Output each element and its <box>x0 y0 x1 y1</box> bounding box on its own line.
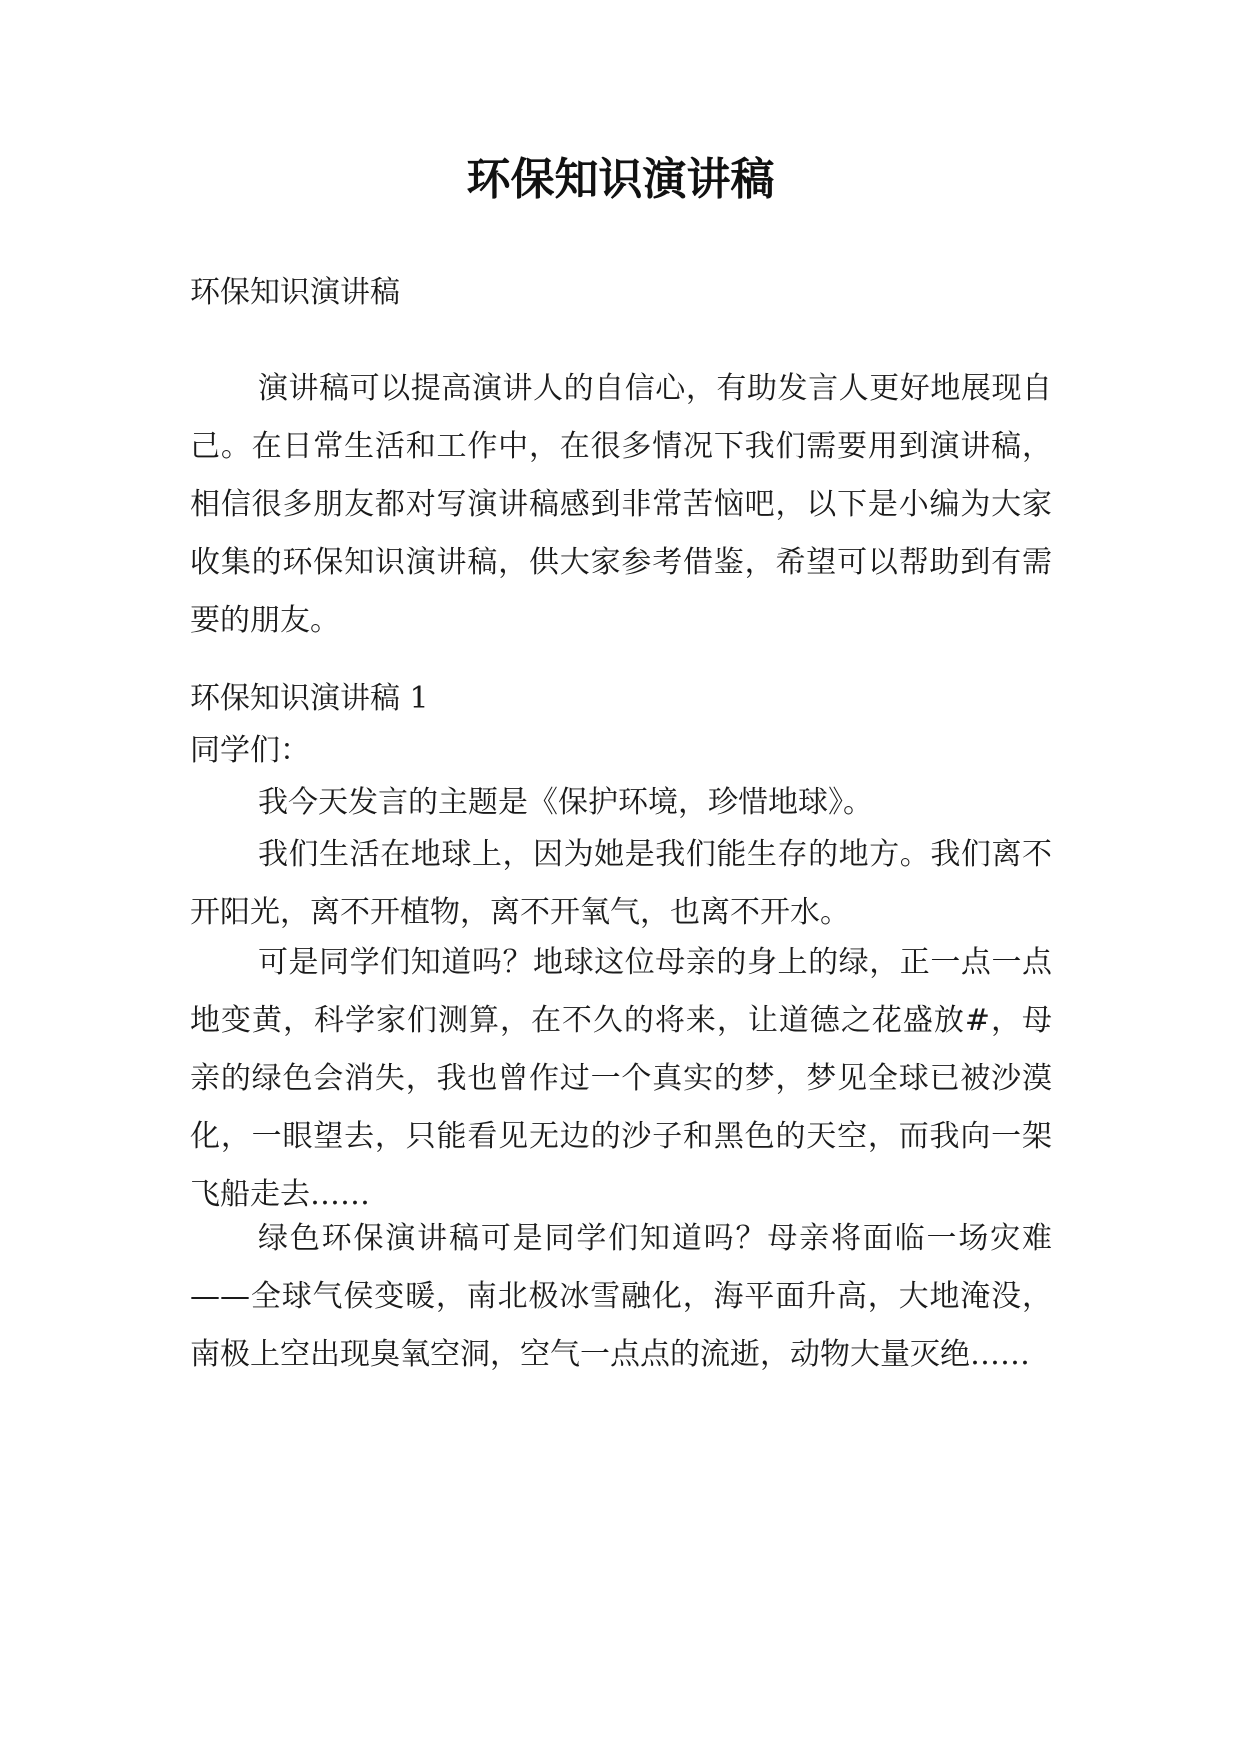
body-paragraph: 可是同学们知道吗？地球这位母亲的身上的绿，正一点一点地变黄，科学家们测算，在不久的将来，让道德之花盛放#，母亲的绿色会消失，我也曾作过一个真实的梦，梦见全球已被沙漠化，一眼望去，只能看见无边的沙子和黑色的天空，而我向一架飞船走去…… <box>190 945 1052 1212</box>
intro-paragraph: 演讲稿可以提高演讲人的自信心，有助发言人更好地展现自己。在日常生活和工作中，在很多情况下我们需要用到演讲稿，相信很多朋友都对写演讲稿感到非常苦恼吧，以下是小编为大家收集的环保知识演讲稿，供大家参考借鉴，希望可以帮助到有需要的朋友。 <box>190 371 1052 638</box>
body-paragraph: 我们生活在地球上，因为她是我们能生存的地方。我们离不开阳光，离不开植物，离不开氧气，也离不开水。 <box>190 837 1052 930</box>
document-title: 环保知识演讲稿 <box>466 154 775 205</box>
document-subtitle: 环保知识演讲稿 <box>190 275 400 310</box>
body-paragraph: 绿色环保演讲稿可是同学们知道吗？母亲将面临一场灾难——全球气侯变暖，南北极冰雪融化，海平面升高，大地淹没，南极上空出现臭氧空洞，空气一点点的流逝，动物大量灭绝…… <box>190 1221 1052 1372</box>
section-heading: 环保知识演讲稿 1 <box>190 681 429 716</box>
salutation: 同学们： <box>190 733 310 768</box>
body-paragraph: 我今天发言的主题是《保护环境，珍惜地球》。 <box>258 785 873 820</box>
